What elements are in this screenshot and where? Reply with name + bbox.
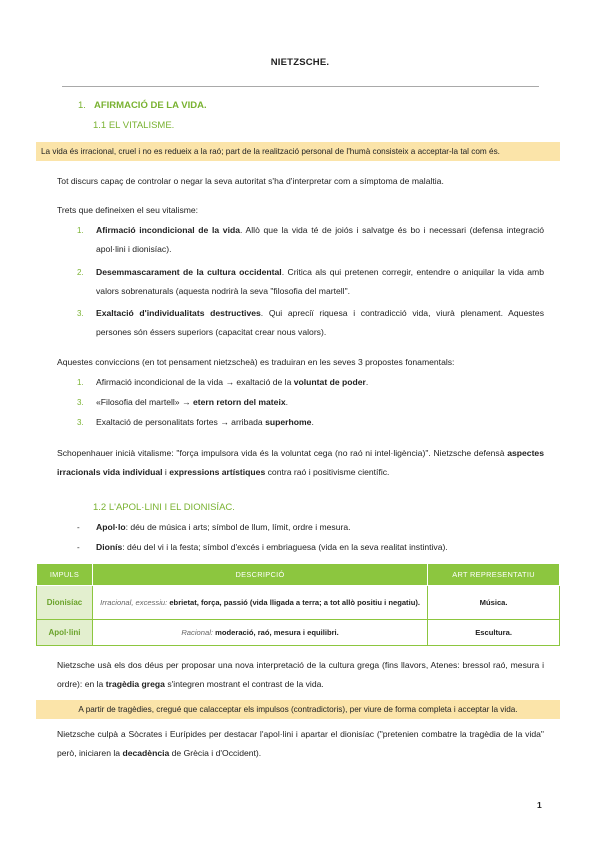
art-label: Música. <box>479 598 508 607</box>
list-item <box>77 221 544 259</box>
paragraph <box>57 656 544 694</box>
list-item <box>77 263 544 301</box>
table-cell-description <box>92 620 427 646</box>
list-item <box>77 304 544 342</box>
paragraph-bold: decadència <box>122 748 170 758</box>
list-item <box>77 393 544 412</box>
table-cell-art <box>428 620 560 646</box>
table-header: IMPULS <box>37 564 93 586</box>
table-cell-art <box>428 586 560 620</box>
list-dash: - <box>77 523 80 532</box>
paragraph-text: Nietzsche usà els dos déus per proposar una nova interpretació de la cultura grega (fins llavors, Atenes: bressol raó, mesura i ordre): en la <box>57 660 544 689</box>
list-item-bold: Exaltació d'individualitats destructives <box>96 308 261 318</box>
list-item-text: : déu de música i arts; símbol de llum, límit, ordre i mesura. <box>125 522 351 532</box>
list-item-bold: voluntat de poder <box>293 377 366 387</box>
list-item-text: Exaltació de personalitats fortes → arribada <box>96 417 266 427</box>
list-item-text: «Filosofia del martell» → <box>96 397 193 407</box>
table-header: DESCRIPCIÓ <box>92 564 427 586</box>
list-number: 3. <box>77 418 84 427</box>
list-item-text: : déu del vi i la festa; símbol d'excés i embriaguesa (vida en la seva realitat instintiva). <box>122 542 448 552</box>
list-item-text: . <box>285 397 289 407</box>
section-title: AFIRMACIÓ DE LA VIDA. <box>94 100 207 111</box>
list-item-bold: superhome <box>265 417 312 427</box>
list-number: 1. <box>77 226 84 235</box>
list-item-bold: Apol·lo <box>96 522 126 532</box>
paragraph: Aquestes conviccions (en tot pensament nietzscheà) es traduiran en les seves 3 propostes fonamentals: <box>57 357 455 367</box>
title-divider <box>62 86 539 87</box>
table-cell-description <box>92 586 427 620</box>
subsection-heading-apollonian: 1.2 L'APOL·LINI I EL DIONISÍAC. <box>93 502 235 513</box>
paragraph-text: de Grècia i d'Occident). <box>169 748 262 758</box>
list-number: 2. <box>77 268 84 277</box>
art-label: Escultura. <box>475 628 512 637</box>
list-item-text: . Allò que la vida té de joiós i salvatge és bo i necessari (defensa integració apol·lini i dionisíac). <box>96 225 544 254</box>
list-dash: - <box>77 543 80 552</box>
list-item-text: Afirmació incondicional de la vida → exaltació de la <box>96 377 294 387</box>
list-number: 1. <box>77 378 84 387</box>
list-item <box>77 538 544 557</box>
list-item-bold: Afirmació incondicional de la vida <box>96 225 240 235</box>
paragraph-text: Schopenhauer inicià vitalisme: "força impulsora vida és la voluntat cega (no raó ni intel·ligència)". Nietzsche defensà <box>57 448 508 458</box>
list-item-text: . <box>311 417 314 427</box>
table-header: ART REPRESENTATIU <box>428 564 560 586</box>
paragraph: Tot discurs capaç de controlar o negar la seva autoritat s'ha d'interpretar com a símptoma de malaltia. <box>57 176 444 186</box>
description-italic: Irracional, excessiu: <box>100 598 168 607</box>
list-number: 3. <box>77 309 84 318</box>
description-bold: moderació, raó, mesura i equilibri. <box>213 628 339 637</box>
table-header-row <box>37 564 560 586</box>
list-item-text: . Critica als qui pretenen corregir, entendre o aniquilar la vida amb valors sobrenaturals (aquesta nodrirà la seva "filosofia del martell". <box>96 267 544 296</box>
list-item-text: . <box>365 377 369 387</box>
paragraph: Trets que defineixen el seu vitalisme: <box>57 205 199 215</box>
paragraph-text: s'integren mostrant el contrast de la vida. <box>164 679 324 689</box>
highlight-box: A partir de tragèdies, cregué que calacceptar els impulsos (contradictoris), per viure de forma completa i acceptar la vida. <box>36 700 560 719</box>
paragraph <box>57 444 544 482</box>
impulses-table <box>36 563 560 646</box>
section-heading <box>78 100 207 111</box>
paragraph-text: Nietzsche culpà a Sòcrates i Eurípides per destacar l'apol·lini i apartar el dionisíac ("pretenien combatre la tragèdia de la vida" però, iniciaren la <box>57 729 544 758</box>
section-number: 1. <box>78 100 86 111</box>
description-bold: ebrietat, força, passió (vida lligada a terra; a tot allò positiu i negatiu). <box>167 598 420 607</box>
list-item-bold: etern retorn del mateix <box>192 397 286 407</box>
paragraph-text: contra raó i positivisme científic. <box>265 467 390 477</box>
paragraph-bold: tragèdia grega <box>105 679 165 689</box>
paragraph-text: i <box>162 467 170 477</box>
list-item-bold: Desemmascarament de la cultura occidental <box>96 267 282 277</box>
paragraph-bold: aspectes irracionals vida individual <box>57 448 544 477</box>
highlight-box: La vida és irracional, cruel i no es redueix a la raó; part de la realització personal de l'humà consisteix a acceptar-la tal com és. <box>36 142 560 161</box>
table-row <box>37 620 560 646</box>
list-item <box>77 373 544 392</box>
table-row <box>37 586 560 620</box>
list-item <box>77 413 544 432</box>
list-item-text: . Qui apreciï riquesa i contradicció vida, viurà plenament. Aquestes persones són éssers superiors (capacitat crear nous valors). <box>96 308 544 337</box>
list-item <box>77 518 544 537</box>
list-number: 3. <box>77 398 84 407</box>
page-title: NIETZSCHE. <box>270 57 330 68</box>
table-cell-impulse: Apol·lini <box>37 620 93 646</box>
table-cell-impulse: Dionisíac <box>37 586 93 620</box>
list-item-bold: Dionís <box>96 542 123 552</box>
description-italic: Racional: <box>181 628 213 637</box>
page-number: 1 <box>537 800 542 810</box>
paragraph-bold: expressions artístiques <box>169 467 266 477</box>
paragraph <box>57 725 544 763</box>
subsection-heading-vitalism: 1.1 EL VITALISME. <box>93 120 175 131</box>
